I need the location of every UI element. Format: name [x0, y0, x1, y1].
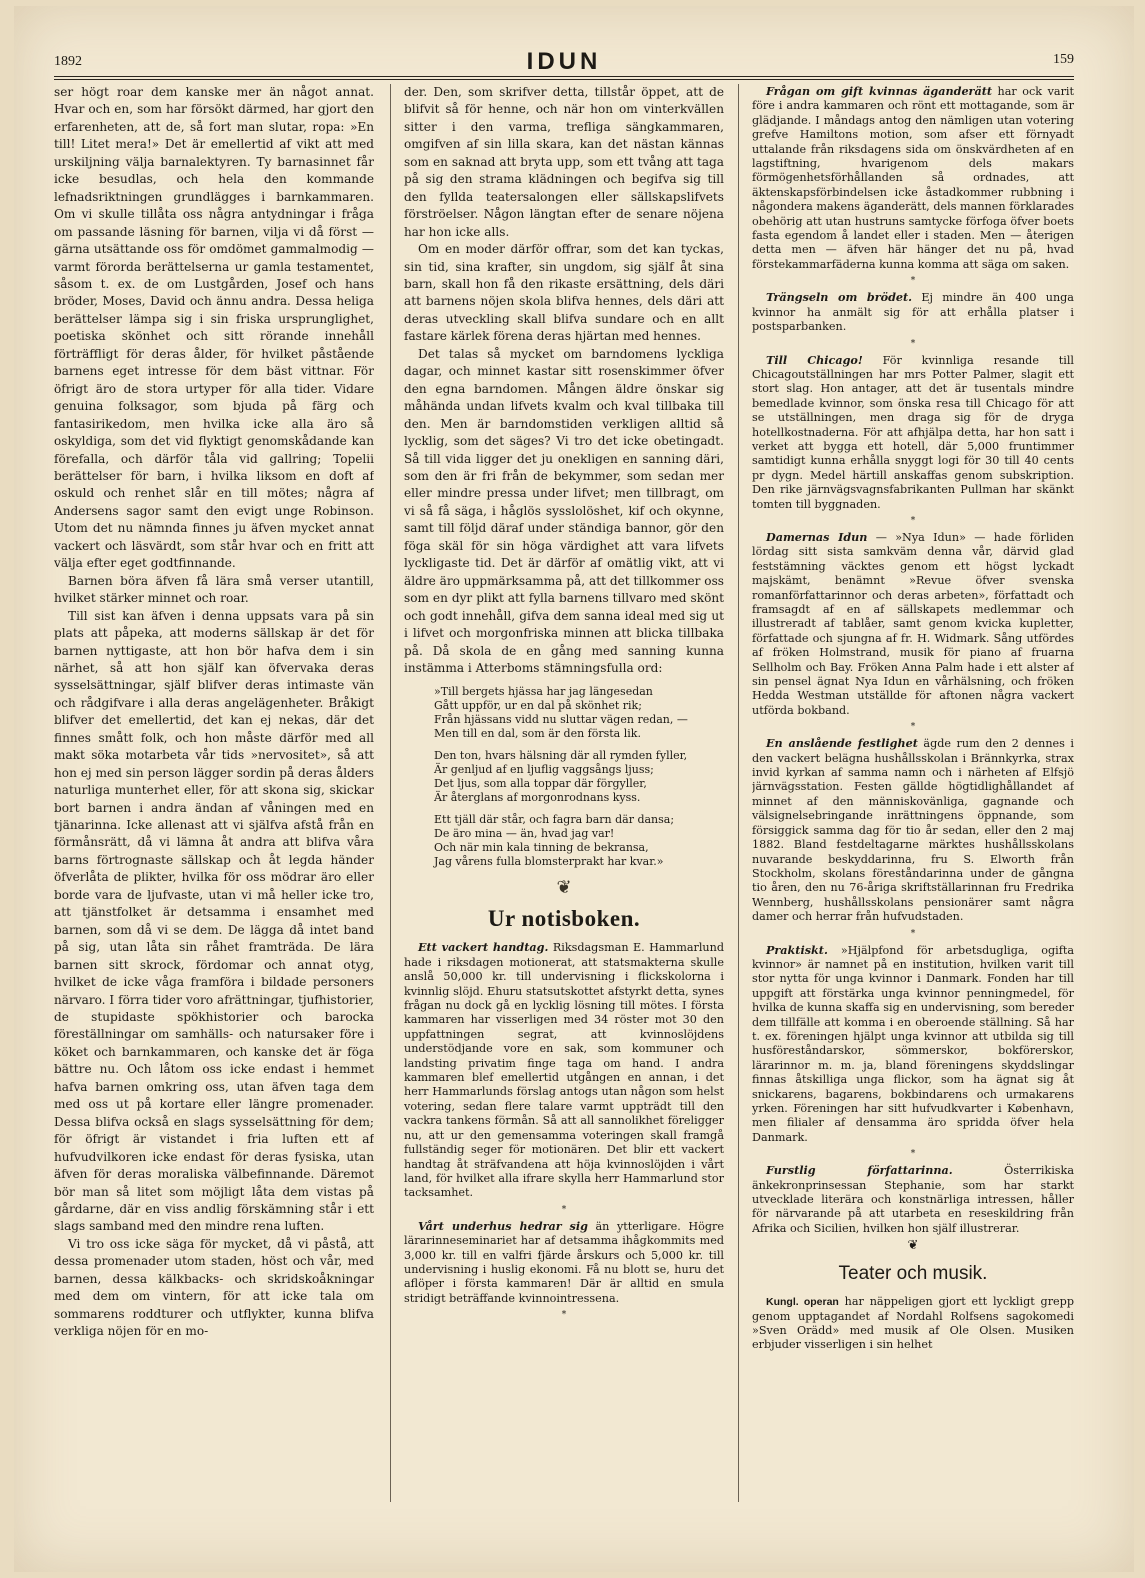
notis-text: — »Nya Idun» — hade förliden lördag sitt sista samkväm denna vår, därvid glad feststämning väcktes genom ett högst lyckadt majskämt, benämnt »Revue öfver svenska romanförfattarinnor och deras arbeten», författadt och framsagdt af en af sällskapets medlemmar och illustreradt af tablåer, samt genom kvicka kupletter, författade och sjungna af fr. H. Widmark. Sång utfördes af fröken Holmstrand, musik för piano af fruarna Sellholm och Bay. Fröken Anna Palm hade i ett alster af sin pensel ägnat Nya Idun en vårhälsning, och fröken Hedda Westman utställde för aftonen några vackert utförda bokband.	[752, 530, 1074, 717]
poem-stanza	[434, 813, 724, 869]
notis-item	[752, 84, 1074, 272]
poem-line: Det ljus, som alla toppar där förgyller,	[434, 777, 647, 791]
column-1	[54, 84, 374, 1341]
column-rule-1	[390, 84, 391, 1502]
poem-line: Men till en dal, som är den första lik.	[434, 727, 641, 741]
header-rule-1	[54, 76, 1074, 77]
star-separator: *	[910, 338, 916, 349]
notis-item	[752, 736, 1074, 924]
star-separator: *	[910, 722, 916, 733]
notis-lead: Praktiskt.	[766, 942, 828, 957]
star-separator: *	[910, 928, 916, 939]
poem-line: De äro mina — än, hvad jag var!	[434, 827, 615, 841]
masthead-title: IDUN	[526, 48, 602, 75]
teater-lead: Kungl. operan	[766, 1296, 839, 1309]
col1-paragraph: ser högt roar dem kanske mer än något annat. Hvar och en, som har försökt därmed, har gjort den erfarenheten, att de, så fort man slutar, ropa: »En till! Litet mera!» Det är emellertid af vikt att med urskiljning välja barnalektyren. Ty barnasinnet får icke besudlas, och hela den kommande lefnadsriktningen grundlägges i barnkammaren. Om vi skulle tillåta oss några antydningar i fråga om passande läsning för barnen, vilja vi då först — gärna utsättande oss för omdömet gammalmodig — varmt förorda berättelserna ur gamla testamentet, såsom t. ex. de om Lustgården, Josef och hans bröder, Moses, David och ännu andra. Dessa heliga berättelser lämpa sig i sin friska ursprunglighet, poetiska skönhet och sitt rörande innehåll förträffligt för deras ålder, för hvilket påstående barnens eget intresse för dem bäst vittnar. För öfrigt äro de stora urtyper för alla tider. Vidare genuina folksagor, som bjuda på färg och fantasirikedom, men hvilka icke alla äro så oskyldiga, som det vid flyktigt genomskådande kan förefalla, och därför tåla vid gallring; Topelii berättelser för barn, i hvilka liksom en doft af oskuld och renhet slår en till mötes; några af Andersens sagor samt den evigt unge Robinson. Utom det nu nämnda finnes ju äfven mycket annat vackert och läsvärdt, som står hvar och en fritt att välja efter eget godtfinnande.	[54, 85, 374, 571]
teater-text: har näppeligen gjort ett lyckligt grepp genom upptagandet af Nordahl Rolfsens sagokomedi »Sven Orädd» med musik af Ole Olsen. Musiken erbjuder visserligen i sin helhet	[752, 1295, 1074, 1352]
poem-line: Jag vårens fulla blomsterprakt har kvar.»	[434, 855, 664, 869]
poem-line: Den ton, hvars hälsning där all rymden fyller,	[434, 749, 688, 763]
section-heading-teater: Teater och musik.	[838, 1263, 988, 1285]
notis-lead: Till Chicago!	[766, 352, 863, 367]
poem-line: »Till bergets hjässa har jag längesedan	[434, 685, 653, 699]
atterbom-poem	[434, 685, 724, 869]
notis-item	[752, 290, 1074, 334]
ornament-divider: ❦	[556, 877, 572, 899]
notis-lead: Trängseln om brödet.	[766, 290, 913, 305]
ornament-divider: ❦	[907, 1238, 919, 1254]
notis-text: ägde rum den 2 dennes i den vackert belägna hushållsskolan i Brännkyrka, strax invid kyrkan af samma namn och i närheten af Elfsjö järnvägsstation. Festen gällde högtidlighållandet af minnet af den människovänliga, gagnande och välsignelsebringande inrättningens öppnande, som försiggick samma dag för tio år sedan, eller den 2 maj 1882. Bland festdeltagarne märktes hushållsskolans nuvarande beskyddarinna, fru S. Elworth från Stockholm, skolans föreståndarinna under de gångna tio åren, den nu 76-åriga skriftställarinnan fru Fredrika Wennberg, hushållsskolans pensionärer samt några damer och herrar från hufvudstaden.	[752, 737, 1074, 924]
star-separator: *	[561, 1204, 567, 1215]
col1-paragraph: Vi tro oss icke säga för mycket, då vi påstå, att dessa promenader utom staden, höst och vår, med barnen, dessa kälkbacks- och skridskoåkningar med dem om vintern, för att icke tala om sommarens roddturer och utflykter, kunna blifva verkliga nöjen för en mo-	[54, 1236, 374, 1339]
star-separator: *	[910, 1149, 916, 1160]
notis-lead: Ett vackert handtag.	[418, 940, 549, 955]
poem-line: Ett tjäll där står, och fagra barn där dansa;	[434, 813, 675, 827]
col1-paragraph: Barnen böra äfven få lära små verser utantill, hvilket stärker minnet och roar.	[54, 573, 374, 606]
notis-text: För kvinnliga resande till Chicagoutställningen har mrs Potter Palmer, slagit ett stort slag. Hon antager, att det är tusentals mindre bemedlade kvinnor, som önska resa till Chicago för att se utställningen, men draga sig för de dryga hotellkostnaderna. För att afhjälpa detta, har hon satt i verket att bygga ett hotell, där 5,000 fruntimmer samtidigt kunna erhålla snyggt logi för 30 till 40 cents pr dygn. Medel härtill anskaffas genom subskription. Den rike järnvägsvagnsfabrikanten Pullman har skänkt tomten till byggnaden.	[752, 353, 1074, 511]
star-separator: *	[910, 276, 916, 287]
header-rule-2	[54, 79, 1074, 80]
notis-lead: Frågan om gift kvinnas äganderätt	[766, 84, 993, 98]
col2-paragraph: Det talas så mycket om barndomens lyckliga dagar, och minnet kastar sitt rosenskimmer öfver den egna barndomen. Mången äldre önskar sig måhända undan lifvets kvalm och kval tillbaka till den. Men är barndomstiden verkligen alltid så lycklig, som det säges? Vi tro det icke obetingadt. Så till vida ligger det ju onekligen en sanning däri, som den är fri från de bekymmer, som sedan mer eller mindre pressa under lifvet; men tillbragt, om vi så få säga, i håglös sysslolöshet, kif och okynne, samt till följd däraf under ständiga bannor, gör den föga skäl för sin höga värdighet att vara lifvets lyckligaste tid. Det är därför af omätlig vikt, att vi äldre äro uppmärksamma på, att det tillkommer oss som en dyr plikt att fylla barnens tillvaro med skönt och godt innehåll, gifva dem sanna ideal med sig ut i lifvet och morgonfriska minnen att blicka tillbaka på. Då skola de en gång med sanning kunna instämma i Atterboms stämningsfulla ord:	[404, 346, 724, 675]
poem-line: Från hjässans vidd nu sluttar vägen redan, —	[434, 713, 688, 727]
col2-paragraph: Om en moder därför offrar, som det kan tyckas, sin tid, sina krafter, sin ungdom, sig själf åt sina barn, skall hon få den rikaste ersättning, dels däri att barnens nöjen skola blifva hennes, dels däri att deras utveckling skall blifva sundare och en allt fastare kärlek förena deras hjärtan med hennes.	[404, 242, 724, 344]
star-separator: *	[561, 1310, 567, 1321]
notis-item	[404, 1219, 724, 1306]
page-header	[54, 48, 1074, 76]
poem-line: Och när min kala tinning de bekransa,	[434, 841, 649, 855]
section-heading-notisboken: Ur notisboken.	[487, 906, 641, 932]
notis-text: Riksdagsman E. Hammarlund hade i riksdagen motionerat, att statsmakterna skulle anslå 50,000 kr. till undervisning i flickskolorna i kvinnlig slöjd. Ehuru statsutskottet afstyrkt detta, synes frågan nu dock gå en lycklig lösning till mötes. I första kammaren har visserligen med 34 röster mot 30 den uppfattningen segrat, att kvinnoslöjdens understödjande vore en sak, som kommuner och landsting privatim finge taga om hand. I andra kammaren blef emellertid utgången en annan, i det herr Hammarlunds förslag antogs utan någon som helst votering, sedan flere talare varmt uppträdt till den vackra tankens förmån. Så att all sannolikhet föreligger nu, att ur den gemensamma voteringen skall framgå fullständig seger för motionären. Det blir ett vackert handtag åt sträfvandena att höja kvinnoslöjden i vårt land, för hvilket alla ifrare skylla herr Hammarlund stor tacksamhet.	[404, 941, 724, 1200]
notis-lead: Vårt underhus hedrar sig	[418, 1218, 588, 1233]
column-2	[404, 84, 724, 1324]
notis-lead: Damernas Idun	[766, 529, 868, 544]
notis-lead: En anslående festlighet	[766, 736, 918, 751]
teater-item	[752, 1295, 1074, 1353]
notis-text: Ej mindre än 400 unga kvinnor ha anmält sig för att erhålla platser i postsparbanken.	[752, 291, 1074, 334]
notis-item	[752, 530, 1074, 718]
header-year: 1892	[54, 54, 82, 69]
column-rule-2	[738, 84, 739, 1502]
notis-item	[752, 1163, 1074, 1236]
page-number: 159	[1053, 52, 1074, 67]
newspaper-page	[14, 6, 1134, 1572]
poem-line: Är återglans af morgonrodnans kyss.	[434, 791, 641, 805]
notis-text: »Hjälpfond för arbetsdugliga, ogifta kvinnor» är namnet på en institution, hvilken varit till stor nytta för unga kvinnor i Danmark. Fonden har till uppgift att förstärka unga kvinnor penningmedel, för hvilka de kunna skaffa sig en undervisning, som bereder dem tillfälle att komma i en oberoende ställning. Så har t. ex. föreningen hjälpt unga kvinnor att utbilda sig till husföreståndarskor, sömmerskor, bokförerskor, lärarinnor m. m. ja, bland föreningens skyddslingar finnas åtskilliga unga flickor, som ha ägnat sig åt snickarens, bagarens, bokbindarens och urmakarens yrken. Föreningen har sitt hufvudkvarter i København, men filialer af densamma äro spridda öfver hela Danmark.	[752, 943, 1074, 1144]
poem-line: Gått uppför, ur en dal på skönhet rik;	[434, 699, 642, 713]
column-3	[752, 84, 1074, 1353]
star-separator: *	[910, 515, 916, 526]
notis-text: än ytterligare. Högre lärarinneseminariet har af detsamma ihågkommits med 3,000 kr. till en valfri fjärde årskurs och 5,000 kr. till undervisning i huslig ekonomi. Få nu blott se, huru det aflöper i första kammaren! Där är alltid en smula stridigt beträffande kvinnointressena.	[404, 1219, 724, 1305]
notis-item	[404, 940, 724, 1200]
notis-item	[752, 353, 1074, 512]
poem-line: Är genljud af en ljuflig vaggsångs ljuss;	[434, 763, 654, 777]
notis-item	[752, 943, 1074, 1146]
poem-stanza	[434, 685, 724, 741]
notis-text: Österrikiska änkekronprinsessan Stephanie, som har starkt utvecklade literära och konstnärliga intressen, håller för närvarande på att utarbeta en reseskildring från Afrika och Sicilien, hvilken hon själf illustrerar.	[752, 1164, 1074, 1235]
notis-text: har ock varit före i andra kammaren och rönt ett mottagande, som är glädjande. I måndags antog den nämligen utan votering grefve Hamiltons motion, som afser ett förnyadt uttalande från riksdagens sida om önskvärdheten af en lagstiftning, hvarigenom dels makars förmögenhetsförhållanden så ordnades, att äktenskapsförbindelsen icke åstadkommer rubbning i någondera makens äganderätt, dels mannen förklarades obehörig att utan hustruns samtycke förfoga öfver boets fasta egendom å landet eller i staden. Men — återigen detta men — äfven här hänger det nu på, hvad förstekammarfäderna kunna komma att säga om saken.	[752, 85, 1074, 271]
poem-stanza	[434, 749, 724, 805]
col1-paragraph: Till sist kan äfven i denna uppsats vara på sin plats att påpeka, att moderns sällskap är det för barnen nyttigaste, att hon bör hafva dem i sin närhet, så att hon själf kan öfvervaka deras sysselsättningar, själf blifver deras intimaste vän och rådgifvare i alla deras angelägenheter. Bråkigt blifver det emellertid, det kan ej nekas, där det finnes smått folk, och hon måste därför med all makt söka motarbeta vår tids »nervositet», så att hon ej med sin person lägger sordin på deras ålders naturliga munterhet eller, för att skona sig, skickar bort barnen i andra ändan af våningen med en tjänarinna. Icke allenast att vi själfva afstå från en förmånsrätt, då vi lämna åt andra att blifva våra barns förtrognaste sällskap och åt legda händer öfverlåta de plikter, hvilka för oss mödrar äro eller borde vara de ljufvaste, utan vi må heller icke tro, att tjänstfolket är detsamma i ensamhet med barnen, som då vi se dem. De lägga då intet band på sig, utan låta sin råhet framträda. De lära barnen sitt skrock, fördomar och annat otyg, hvilket de icke våga framföra i bildade personers närvaro. I förra tider voro afrättningar, tjufhistorier, de stupidaste spökhistorier och barocka föreställningar om samhälls- och natursaker före i köket och barnkammaren, och kanske det är föga bättre nu. Och låtom oss icke endast i hemmet hafva barnen omkring oss, utan äfven taga dem med oss ut på kortare eller längre promenader. Dessa blifva också en slags sysselsättning för dem; för öfrigt är vistandet i fria luften ett af hufvudvilkoren icke endast för deras fysiska, utan äfven för deras moraliska välbefinnande. Däremot bör man så litet som möjligt låta dem vistas på gårdarne, där en viss andlig förskämning står i ett slags samband med den mindre rena luften.	[54, 608, 374, 1234]
notis-lead: Furstlig författarinna.	[766, 1163, 953, 1178]
col2-paragraph: der. Den, som skrifver detta, tillstår öppet, att de blifvit så för henne, och när hon om vinterkvällen sitter i den varma, trefliga sängkammaren, omgifven af sin lilla skara, kan det nästan kännas som en saknad att bryta upp, som ett tvång att taga på sig den strama klädningen och begifva sig till den fyllda teatersalongen eller sällskapslifvets förströelser. Någon längtan efter de senare nöjena har hon icke alls.	[404, 85, 724, 239]
